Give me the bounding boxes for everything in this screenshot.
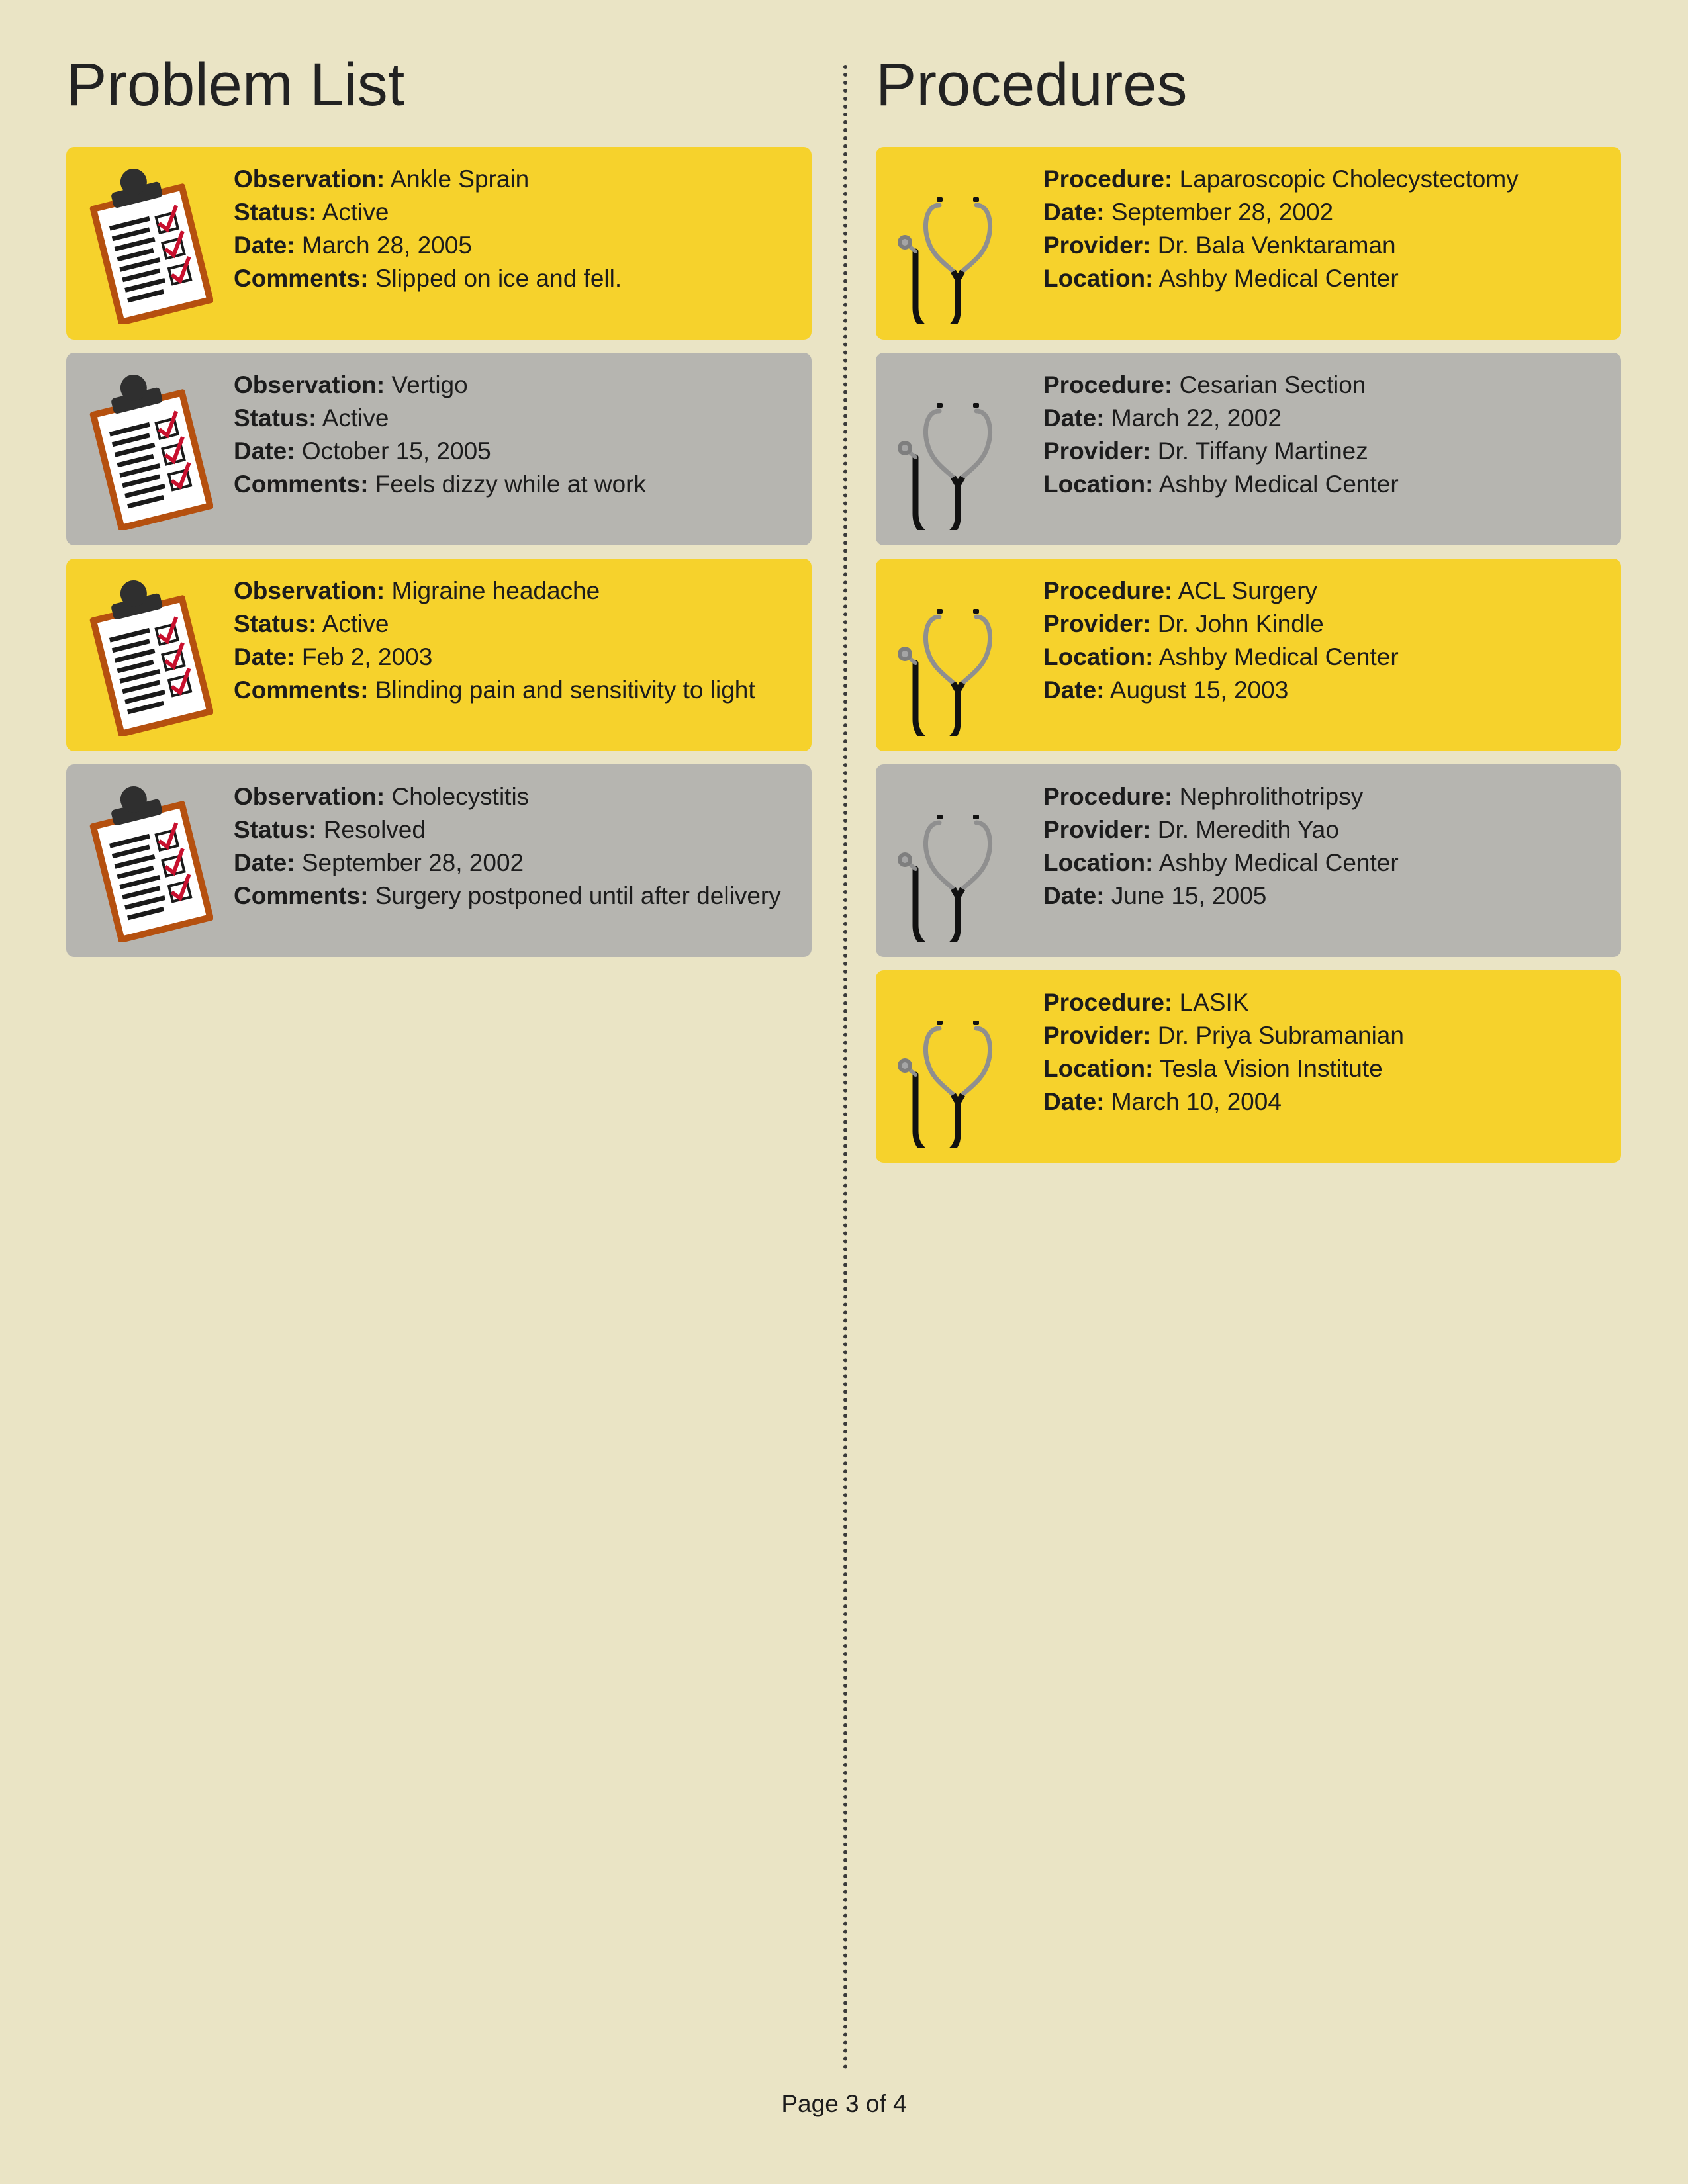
status-value: Resolved — [323, 816, 426, 843]
comments-row — [234, 262, 805, 295]
procedure-row — [1043, 574, 1615, 608]
procedure-row — [1043, 468, 1615, 501]
problem-card — [66, 147, 812, 340]
field-label: Procedure: — [1043, 577, 1173, 604]
comments-row — [234, 880, 805, 913]
procedure-row — [1043, 608, 1615, 641]
comments-value: Blinding pain and sensitivity to light — [375, 676, 755, 704]
field-label: Location: — [1043, 1055, 1154, 1082]
procedure-row — [1043, 262, 1615, 295]
procedure-row — [1043, 986, 1615, 1019]
field-value: Tesla Vision Institute — [1160, 1055, 1383, 1082]
status-row — [234, 402, 805, 435]
field-value: Ashby Medical Center — [1158, 265, 1399, 292]
date-label: Date: — [234, 232, 295, 259]
field-label: Procedure: — [1043, 165, 1173, 193]
date-value: October 15, 2005 — [301, 437, 491, 465]
field-value: Cesarian Section — [1179, 371, 1366, 398]
status-value: Active — [322, 404, 389, 432]
status-label: Status: — [234, 816, 317, 843]
field-value: Dr. Meredith Yao — [1157, 816, 1339, 843]
procedure-row — [1043, 813, 1615, 846]
field-value: August 15, 2003 — [1109, 676, 1289, 704]
stethoscope-icon — [897, 989, 1023, 1148]
comments-row — [234, 468, 805, 501]
field-value: Ashby Medical Center — [1158, 471, 1399, 498]
field-label: Location: — [1043, 471, 1154, 498]
procedure-row — [1043, 1019, 1615, 1052]
procedure-row — [1043, 1052, 1615, 1085]
comments-label: Comments: — [234, 265, 369, 292]
stethoscope-icon — [897, 783, 1023, 942]
observation-label: Observation: — [234, 165, 385, 193]
field-label: Procedure: — [1043, 371, 1173, 398]
clipboard-checklist-icon — [87, 577, 213, 736]
procedure-row — [1043, 229, 1615, 262]
procedure-card — [876, 559, 1621, 751]
procedure-row — [1043, 196, 1615, 229]
stethoscope-icon — [897, 371, 1023, 530]
comments-row — [234, 674, 805, 707]
date-value: September 28, 2002 — [301, 849, 524, 876]
field-label: Date: — [1043, 676, 1105, 704]
procedure-row — [1043, 880, 1615, 913]
date-row — [234, 641, 805, 674]
procedure-row — [1043, 163, 1615, 196]
date-row — [234, 846, 805, 880]
procedure-card-details — [1043, 574, 1615, 707]
field-label: Provider: — [1043, 232, 1151, 259]
status-label: Status: — [234, 404, 317, 432]
procedure-card-details — [1043, 986, 1615, 1118]
observation-label: Observation: — [234, 577, 385, 604]
field-value: March 22, 2002 — [1111, 404, 1282, 432]
problem-card-details — [234, 369, 805, 501]
procedure-row — [1043, 369, 1615, 402]
field-value: Laparoscopic Cholecystectomy — [1179, 165, 1519, 193]
observation-row — [234, 369, 805, 402]
procedure-row — [1043, 641, 1615, 674]
field-label: Provider: — [1043, 816, 1151, 843]
field-value: Dr. Tiffany Martinez — [1157, 437, 1368, 465]
procedure-row — [1043, 402, 1615, 435]
procedure-card-details — [1043, 163, 1615, 295]
stethoscope-icon — [897, 577, 1023, 736]
problem-card-details — [234, 780, 805, 913]
problem-card — [66, 764, 812, 957]
comments-value: Feels dizzy while at work — [375, 471, 646, 498]
procedure-row — [1043, 846, 1615, 880]
procedure-cards — [876, 147, 1621, 1176]
comments-label: Comments: — [234, 471, 369, 498]
date-row — [234, 229, 805, 262]
field-value: Dr. John Kindle — [1157, 610, 1324, 637]
field-label: Date: — [1043, 1088, 1105, 1115]
procedure-row — [1043, 435, 1615, 468]
field-label: Date: — [1043, 882, 1105, 909]
clipboard-checklist-icon — [87, 371, 213, 530]
field-value: LASIK — [1179, 989, 1249, 1016]
observation-label: Observation: — [234, 371, 385, 398]
problem-list-title: Problem List — [66, 51, 405, 118]
comments-label: Comments: — [234, 882, 369, 909]
field-label: Location: — [1043, 849, 1154, 876]
field-value: September 28, 2002 — [1111, 199, 1334, 226]
problem-list-cards — [66, 147, 812, 970]
status-row — [234, 608, 805, 641]
status-value: Active — [322, 199, 389, 226]
observation-row — [234, 780, 805, 813]
procedure-card — [876, 764, 1621, 957]
date-label: Date: — [234, 849, 295, 876]
clipboard-checklist-icon — [87, 783, 213, 942]
procedure-card-details — [1043, 780, 1615, 913]
field-value: Ashby Medical Center — [1158, 849, 1399, 876]
date-label: Date: — [234, 437, 295, 465]
field-value: June 15, 2005 — [1111, 882, 1267, 909]
field-value: ACL Surgery — [1178, 577, 1318, 604]
stethoscope-icon — [897, 165, 1023, 324]
procedure-card — [876, 970, 1621, 1163]
field-label: Location: — [1043, 643, 1154, 670]
date-label: Date: — [234, 643, 295, 670]
comments-value: Slipped on ice and fell. — [375, 265, 622, 292]
observation-value: Vertigo — [391, 371, 468, 398]
column-divider — [843, 65, 847, 2070]
status-label: Status: — [234, 610, 317, 637]
observation-row — [234, 574, 805, 608]
problem-card-details — [234, 574, 805, 707]
field-label: Provider: — [1043, 437, 1151, 465]
field-label: Location: — [1043, 265, 1154, 292]
field-value: March 10, 2004 — [1111, 1088, 1282, 1115]
field-value: Dr. Bala Venktaraman — [1157, 232, 1396, 259]
date-value: Feb 2, 2003 — [301, 643, 433, 670]
field-label: Provider: — [1043, 1022, 1151, 1049]
problem-card — [66, 559, 812, 751]
observation-value: Migraine headache — [391, 577, 600, 604]
observation-label: Observation: — [234, 783, 385, 810]
field-label: Procedure: — [1043, 989, 1173, 1016]
procedure-row — [1043, 674, 1615, 707]
date-value: March 28, 2005 — [301, 232, 472, 259]
procedures-title: Procedures — [876, 51, 1188, 118]
comments-value: Surgery postponed until after delivery — [375, 882, 781, 909]
procedure-card — [876, 353, 1621, 545]
status-row — [234, 813, 805, 846]
comments-label: Comments: — [234, 676, 369, 704]
date-row — [234, 435, 805, 468]
page-number: Page 3 of 4 — [781, 2090, 907, 2117]
procedure-row — [1043, 1085, 1615, 1118]
observation-row — [234, 163, 805, 196]
field-label: Provider: — [1043, 610, 1151, 637]
observation-value: Cholecystitis — [391, 783, 530, 810]
observation-value: Ankle Sprain — [390, 165, 530, 193]
status-value: Active — [322, 610, 389, 637]
procedure-row — [1043, 780, 1615, 813]
status-row — [234, 196, 805, 229]
field-label: Procedure: — [1043, 783, 1173, 810]
problem-card-details — [234, 163, 805, 295]
field-value: Dr. Priya Subramanian — [1157, 1022, 1404, 1049]
procedure-card-details — [1043, 369, 1615, 501]
field-label: Date: — [1043, 199, 1105, 226]
field-value: Ashby Medical Center — [1158, 643, 1399, 670]
problem-card — [66, 353, 812, 545]
status-label: Status: — [234, 199, 317, 226]
field-label: Date: — [1043, 404, 1105, 432]
field-value: Nephrolithotripsy — [1179, 783, 1364, 810]
procedure-card — [876, 147, 1621, 340]
clipboard-checklist-icon — [87, 165, 213, 324]
